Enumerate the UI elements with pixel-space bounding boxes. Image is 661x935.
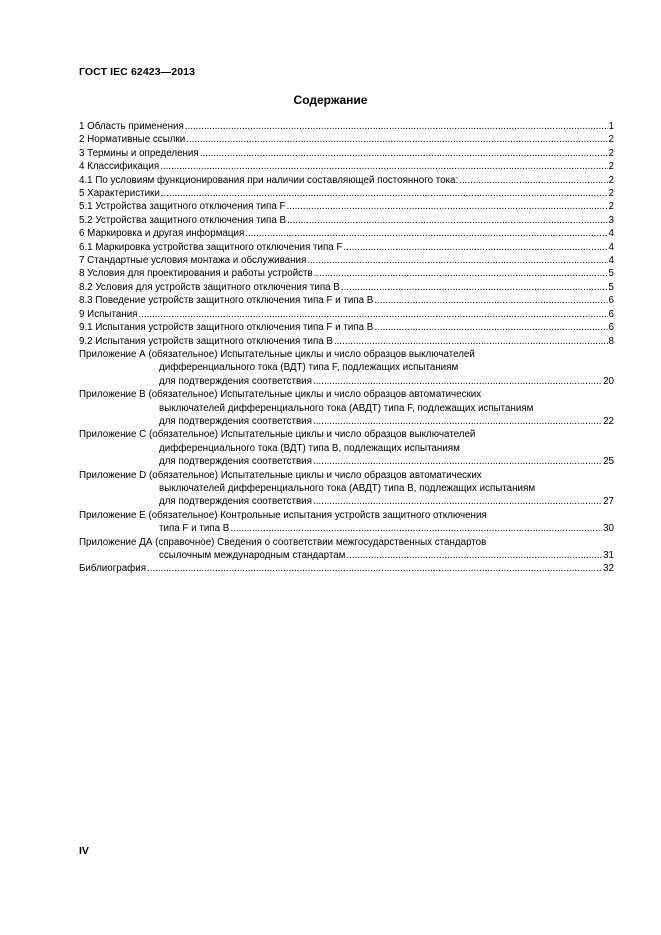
- toc-entry-page: 4: [608, 228, 614, 240]
- annex-title-line: для подтверждения соответствия: [159, 415, 312, 427]
- annex-title-line: выключателей дифференциального тока (АВДТ) типа В, подлежащих испытаниям: [159, 482, 536, 494]
- annex-title-line: Приложение D (обязательное) Испытательные циклы и число образцов автоматических: [79, 469, 482, 481]
- annex-title-line: для подтверждения соответствия: [159, 456, 312, 468]
- toc-entry-title: 4.1 По условиям функционирования при наличии составляющей постоянного тока:: [79, 174, 459, 186]
- toc-entry-title: 5 Характеристики: [79, 188, 160, 200]
- annex-title-line: ссылочным международным стандартам: [159, 550, 346, 561]
- leader-dots: [374, 321, 607, 334]
- toc-entry-4-1[interactable]: [79, 174, 614, 187]
- toc-entry-title: 8.2 Условия для устройств защитного отключения типа B: [79, 281, 340, 293]
- toc-entry-9-2[interactable]: [79, 335, 614, 348]
- annex-title-line: для подтверждения соответствия: [159, 375, 312, 387]
- toc-entry-page: 25: [603, 456, 614, 468]
- annex-title-line: дифференциального тока (ВДТ) типа В, подлежащих испытаниям: [159, 442, 460, 454]
- leader-dots: [307, 254, 607, 267]
- leader-dots: [147, 562, 602, 575]
- toc-annex-a[interactable]: [79, 348, 614, 388]
- toc-entry-page: 20: [603, 375, 614, 387]
- toc-entry-title: 2 Нормативные ссылки: [79, 134, 186, 146]
- toc-annex-da[interactable]: [79, 536, 614, 563]
- leader-dots: [313, 455, 602, 468]
- toc-entry-title: 6 Маркировка и другая информация: [79, 228, 245, 240]
- toc-entry-5-1[interactable]: [79, 200, 614, 213]
- toc-entry-page: 2: [608, 147, 614, 159]
- toc-entry-page: 3: [608, 214, 614, 226]
- toc-entry-page: 30: [603, 523, 614, 535]
- toc-entry-6[interactable]: [79, 227, 614, 240]
- leader-dots: [313, 415, 602, 428]
- annex-title-line: Приложение Е (обязательное) Контрольные испытания устройств защитного отключения: [79, 509, 487, 521]
- leader-dots: [314, 267, 608, 280]
- toc-entry-title: 5.1 Устройства защитного отключения типа F: [79, 201, 286, 213]
- table-of-contents: [79, 120, 614, 576]
- toc-annex-e[interactable]: [79, 509, 614, 536]
- toc-entry-title: 3 Термины и определения: [79, 147, 199, 159]
- toc-entry-page: 2: [608, 188, 614, 200]
- toc-entry-title: 6.1 Маркировка устройства защитного отключения типа F: [79, 241, 343, 253]
- toc-entry-title: 4 Классификация: [79, 161, 160, 173]
- toc-entry-title: 9.1 Испытания устройств защитного отключения типа F и типа B: [79, 322, 374, 334]
- annex-title-line: Приложение В (обязательное) Испытательные циклы и число образцов автоматических: [79, 389, 482, 401]
- toc-entry-4[interactable]: [79, 160, 614, 173]
- leader-dots: [287, 200, 608, 213]
- toc-entry-page: 5: [608, 281, 614, 293]
- leader-dots: [185, 120, 608, 133]
- leader-dots: [374, 294, 607, 307]
- toc-annex-b[interactable]: [79, 388, 614, 428]
- leader-dots: [313, 495, 602, 508]
- leader-dots: [343, 241, 607, 254]
- toc-bibliography[interactable]: [79, 562, 614, 575]
- toc-entry-page: 22: [603, 415, 614, 427]
- toc-annex-d[interactable]: [79, 469, 614, 509]
- leader-dots: [186, 133, 607, 146]
- toc-entry-7[interactable]: [79, 254, 614, 267]
- toc-entry-1[interactable]: [79, 120, 614, 133]
- toc-entry-9[interactable]: [79, 308, 614, 321]
- toc-entry-3[interactable]: [79, 147, 614, 160]
- annex-title-line: для подтверждения соответствия: [159, 496, 312, 508]
- toc-entry-2[interactable]: [79, 133, 614, 146]
- toc-entry-page: 2: [608, 161, 614, 173]
- toc-entry-title: 8 Условия для проектирования и работы устройств: [79, 268, 313, 280]
- leader-dots: [459, 174, 607, 187]
- toc-entry-page: 27: [603, 496, 614, 508]
- toc-entry-page: 32: [603, 563, 614, 575]
- toc-entry-page: 2: [608, 201, 614, 213]
- toc-entry-5[interactable]: [79, 187, 614, 200]
- toc-entry-page: 6: [608, 308, 614, 320]
- leader-dots: [341, 281, 608, 294]
- leader-dots: [313, 375, 602, 388]
- document-code-header: ГОСТ IEC 62423—2013: [79, 66, 196, 78]
- leader-dots: [287, 214, 607, 227]
- toc-entry-page: 5: [608, 268, 614, 280]
- toc-entry-title: 9.2 Испытания устройств защитного отключения типа B: [79, 335, 333, 347]
- toc-entry-page: 2: [608, 134, 614, 146]
- toc-entry-title: 1 Область применения: [79, 121, 184, 132]
- toc-entry-5-2[interactable]: [79, 214, 614, 227]
- leader-dots: [160, 160, 607, 173]
- toc-entry-title: 5.2 Устройства защитного отключения типа B: [79, 214, 287, 226]
- annex-title-line: дифференциального тока (ВДТ) типа F, подлежащих испытаниям: [159, 362, 459, 374]
- toc-entry-page: 8: [608, 335, 614, 347]
- toc-annex-c[interactable]: [79, 428, 614, 468]
- toc-entry-title: 9 Испытания: [79, 308, 138, 320]
- toc-entry-page: 6: [608, 322, 614, 334]
- leader-dots: [346, 549, 602, 562]
- toc-entry-title: Библиография: [79, 563, 147, 575]
- leader-dots: [334, 335, 608, 348]
- toc-entry-6-1[interactable]: [79, 241, 614, 254]
- annex-title-line: выключателей дифференциального тока (АВДТ) типа F, подлежащих испытаниям: [159, 402, 534, 414]
- toc-entry-page: 4: [608, 255, 614, 267]
- toc-entry-title: 7 Стандартные условия монтажа и обслуживания: [79, 255, 307, 267]
- toc-entry-9-1[interactable]: [79, 321, 614, 334]
- toc-entry-8-2[interactable]: [79, 281, 614, 294]
- annex-title-line: Приложение С (обязательное) Испытательные циклы и число образцов выключателей: [79, 429, 476, 441]
- toc-entry-page: 6: [608, 295, 614, 307]
- toc-entry-8-3[interactable]: [79, 294, 614, 307]
- leader-dots: [200, 147, 608, 160]
- toc-entry-page: 2: [608, 174, 614, 186]
- page-number: IV: [79, 845, 89, 857]
- toc-entry-page: 1: [608, 121, 614, 132]
- toc-entry-title: 8.3 Поведение устройств защитного отключения типа F и типа B: [79, 295, 374, 307]
- toc-entry-page: 31: [603, 550, 614, 561]
- annex-title-line: Приложение А (обязательное) Испытательные циклы и число образцов выключателей: [79, 348, 475, 360]
- toc-entry-8[interactable]: [79, 267, 614, 280]
- leader-dots: [161, 187, 608, 200]
- leader-dots: [245, 227, 607, 240]
- contents-title: Содержание: [293, 93, 368, 107]
- annex-title-line: Приложение ДА (справочное) Сведения о соответствии межгосударственных стандартов: [79, 536, 487, 548]
- toc-entry-page: 4: [608, 241, 614, 253]
- leader-dots: [138, 308, 607, 321]
- annex-title-line: типа F и типа В: [159, 523, 230, 535]
- leader-dots: [230, 522, 602, 535]
